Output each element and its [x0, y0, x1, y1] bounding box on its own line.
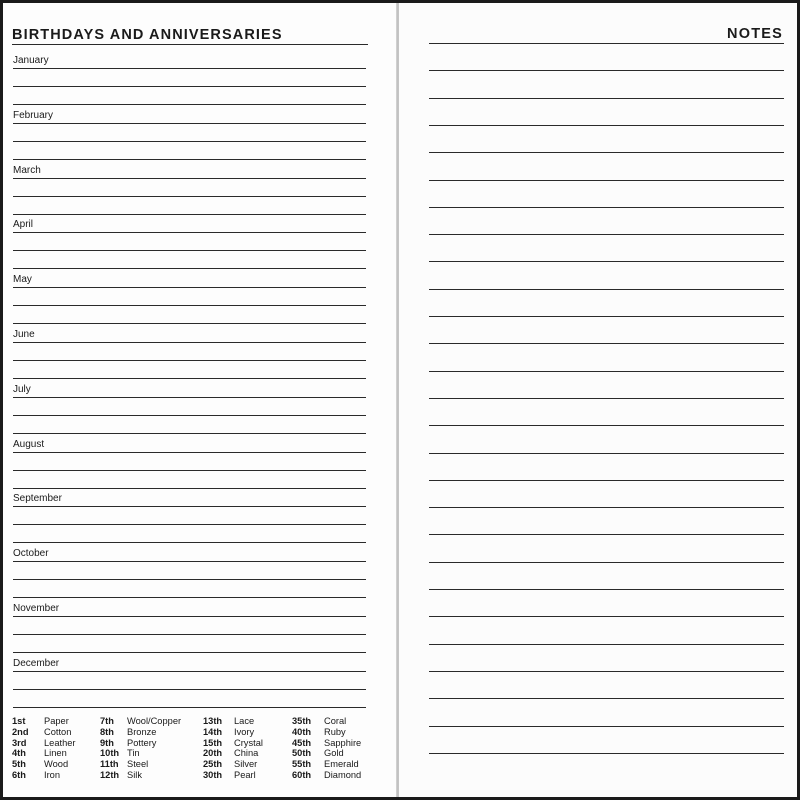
month-label: December [13, 657, 60, 669]
writing-line [13, 707, 366, 708]
anniversary-material: Diamond [324, 769, 362, 780]
month-block [13, 329, 366, 384]
anniversary-row [292, 759, 361, 770]
writing-line [13, 597, 366, 598]
anniversary-row [203, 727, 263, 738]
writing-line [13, 214, 366, 215]
anniversary-material: Leather [44, 737, 76, 748]
notes-line [429, 371, 784, 372]
anniversary-column [100, 716, 181, 781]
anniversary-year: 55th [292, 759, 312, 770]
anniversary-year: 9th [100, 737, 114, 748]
anniversary-row [100, 770, 181, 781]
page-title: BIRTHDAYS AND ANNIVERSARIES [12, 27, 283, 43]
notes-line [429, 289, 784, 290]
month-label: January [13, 55, 49, 66]
anniversary-year: 10th [100, 748, 120, 759]
month-label: May [13, 274, 32, 286]
anniversary-material: Emerald [324, 759, 359, 770]
page-title: NOTES [727, 26, 783, 42]
anniversary-row [100, 727, 181, 738]
anniversary-row [203, 716, 263, 727]
month-block [13, 384, 366, 439]
anniversary-material: Pearl [234, 769, 256, 780]
writing-line [13, 323, 366, 324]
anniversary-material: Ivory [234, 726, 255, 737]
writing-line [13, 196, 366, 197]
anniversary-material: Linen [44, 748, 67, 759]
writing-line [13, 433, 366, 434]
anniversary-row [292, 727, 361, 738]
notes-line [429, 589, 784, 590]
anniversary-year: 7th [100, 716, 114, 726]
notes-line [429, 98, 784, 99]
writing-line [13, 397, 366, 398]
birthdays-page [3, 3, 397, 797]
writing-line [13, 506, 366, 507]
anniversary-material: Tin [127, 748, 140, 759]
anniversary-year: 30th [203, 769, 223, 780]
notes-line [429, 616, 784, 617]
writing-line [13, 86, 366, 87]
anniversary-material: Wood [44, 759, 69, 770]
anniversary-material: China [234, 748, 259, 759]
anniversary-year: 35th [292, 716, 312, 726]
anniversary-column [12, 716, 76, 781]
anniversary-year: 60th [292, 769, 312, 780]
month-block [13, 493, 366, 548]
notes-line [429, 234, 784, 235]
month-label: June [13, 329, 35, 340]
notes-line [429, 644, 784, 645]
writing-line [13, 360, 366, 361]
anniversary-row [203, 748, 263, 759]
writing-line [13, 68, 366, 69]
anniversary-material: Silver [234, 759, 258, 770]
anniversary-year: 50th [292, 748, 312, 759]
writing-line [13, 470, 366, 471]
notes-line [429, 316, 784, 317]
anniversary-material: Bronze [127, 726, 157, 737]
writing-line [13, 250, 366, 251]
anniversary-year: 40th [292, 726, 312, 737]
writing-line [13, 452, 366, 453]
month-block [13, 55, 366, 110]
month-block [13, 110, 366, 165]
writing-line [13, 232, 366, 233]
writing-line [13, 178, 366, 179]
writing-line [13, 616, 366, 617]
anniversary-row [292, 770, 361, 781]
notes-line [429, 43, 784, 44]
anniversary-material: Pottery [127, 737, 157, 748]
writing-line [13, 141, 366, 142]
notes-line [429, 152, 784, 153]
month-block [13, 439, 366, 494]
notes-line [429, 507, 784, 508]
anniversary-material: Coral [324, 716, 347, 726]
anniversary-row [12, 727, 76, 738]
anniversary-year: 1st [12, 716, 26, 726]
notes-line [429, 425, 784, 426]
notes-line [429, 480, 784, 481]
anniversary-material: Crystal [234, 737, 263, 748]
anniversary-year: 12th [100, 769, 120, 780]
notes-line [429, 562, 784, 563]
anniversary-year: 13th [203, 716, 223, 726]
month-label: August [13, 438, 45, 450]
anniversary-material: Lace [234, 716, 255, 726]
anniversary-year: 2nd [12, 726, 29, 737]
anniversary-row [203, 770, 263, 781]
notes-line [429, 261, 784, 262]
anniversary-row [100, 748, 181, 759]
writing-line [13, 634, 366, 635]
month-label: March [13, 164, 41, 176]
anniversary-material: Sapphire [324, 737, 362, 748]
month-block [13, 165, 366, 220]
notes-page [399, 3, 797, 797]
writing-line [13, 561, 366, 562]
writing-line [13, 524, 366, 525]
anniversary-row [100, 738, 181, 749]
anniversary-material: Cotton [44, 726, 72, 737]
writing-line [13, 287, 366, 288]
anniversary-year: 8th [100, 726, 114, 737]
anniversary-year: 11th [100, 759, 119, 770]
anniversary-row [292, 748, 361, 759]
anniversary-year: 5th [12, 759, 26, 770]
anniversary-row [12, 738, 76, 749]
writing-line [13, 268, 366, 269]
notes-line [429, 125, 784, 126]
anniversary-column [203, 716, 263, 781]
notes-line [429, 70, 784, 71]
anniversary-row [12, 716, 76, 727]
month-block [13, 658, 366, 713]
month-label: September [13, 493, 62, 505]
anniversary-row [100, 759, 181, 770]
notes-line [429, 534, 784, 535]
anniversary-row [100, 716, 181, 727]
notes-line [429, 726, 784, 727]
anniversary-row [12, 759, 76, 770]
writing-line [13, 542, 366, 543]
notes-line [429, 671, 784, 672]
anniversary-material: Paper [44, 716, 69, 726]
anniversary-year: 20th [203, 748, 223, 759]
month-block [13, 603, 366, 658]
month-label: April [13, 219, 34, 231]
anniversary-row [292, 716, 361, 727]
month-block [13, 548, 366, 603]
anniversary-year: 25th [203, 759, 223, 770]
notes-line [429, 180, 784, 181]
writing-line [13, 159, 366, 160]
anniversary-year: 6th [12, 769, 26, 780]
writing-line [13, 689, 366, 690]
writing-line [13, 342, 366, 343]
anniversary-year: 45th [292, 737, 312, 748]
month-label: October [13, 548, 49, 560]
title-rule [12, 44, 368, 45]
notes-line [429, 343, 784, 344]
anniversary-row [203, 759, 263, 770]
anniversary-material: Gold [324, 748, 344, 759]
anniversary-year: 15th [203, 737, 223, 748]
anniversary-year: 4th [12, 748, 26, 759]
notes-line [429, 207, 784, 208]
writing-line [13, 378, 366, 379]
writing-line [13, 488, 366, 489]
writing-line [13, 305, 366, 306]
notes-line [429, 398, 784, 399]
month-label: February [13, 109, 54, 121]
notes-line [429, 453, 784, 454]
month-block [13, 274, 366, 329]
writing-line [13, 671, 366, 672]
notes-line [429, 753, 784, 754]
anniversary-row [12, 748, 76, 759]
anniversary-material: Silk [127, 769, 142, 780]
anniversary-row [292, 738, 361, 749]
anniversary-material: Wool/Copper [127, 716, 182, 726]
writing-line [13, 104, 366, 105]
month-label: November [13, 603, 60, 614]
anniversary-row [203, 738, 263, 749]
writing-line [13, 415, 366, 416]
month-block [13, 219, 366, 274]
writing-line [13, 579, 366, 580]
anniversary-material: Iron [44, 769, 61, 780]
anniversary-column [292, 716, 361, 781]
anniversary-year: 14th [203, 726, 223, 737]
anniversary-row [12, 770, 76, 781]
writing-line [13, 652, 366, 653]
month-label: July [13, 383, 31, 395]
anniversary-material: Steel [127, 759, 149, 770]
writing-line [13, 123, 366, 124]
anniversary-material: Ruby [324, 726, 346, 737]
notes-line [429, 698, 784, 699]
anniversary-year: 3rd [12, 737, 27, 748]
